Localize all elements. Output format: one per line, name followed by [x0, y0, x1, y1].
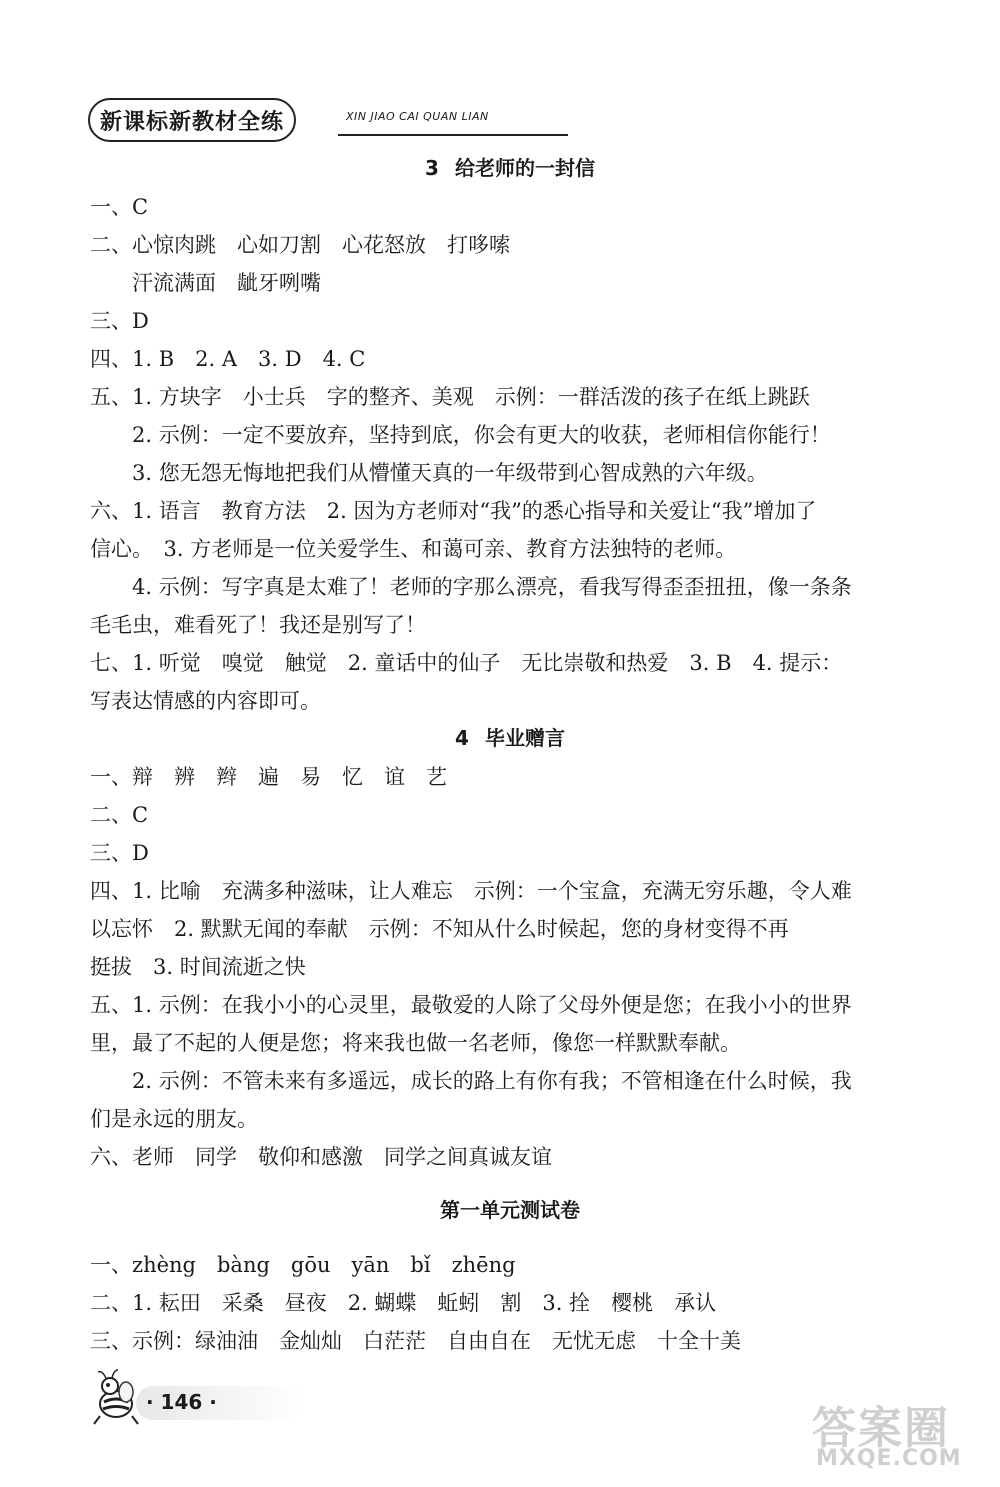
answer-line: 四、1. 比喻 充满多种滋味，让人难忘 示例：一个宝盒，充满无穷乐趣，令人难 [90, 879, 852, 903]
watermark-url: MXQE.COM [816, 1446, 962, 1471]
page-number: · 146 · [146, 1390, 217, 1414]
series-logo [88, 98, 296, 142]
answer-line: 毛毛虫，难看死了！我还是别写了！ [90, 613, 426, 637]
answer-line: 2. 示例：一定不要放弃，坚持到底，你会有更大的收获，老师相信你能行！ [132, 423, 831, 447]
section-title [90, 724, 930, 752]
answer-line: 三、D [90, 841, 149, 865]
section-title-text: 给老师的一封信 [454, 156, 595, 180]
answer-line: 二、1. 耘田 采桑 昼夜 2. 蝴蝶 蚯蚓 割 3. 拴 樱桃 承认 [90, 1291, 717, 1315]
header-rule [338, 134, 568, 136]
answer-line: 一、zhèng bàng gōu yān bǐ zhēng [90, 1253, 516, 1277]
answer-line: 写表达情感的内容即可。 [90, 689, 321, 713]
section-title [90, 1196, 930, 1224]
series-logo-text: 新课标新教材全练 [100, 109, 285, 135]
page-header [88, 96, 568, 146]
section-number: 4 [455, 726, 469, 750]
answer-line: 信心。 3. 方老师是一位关爱学生、和蔼可亲、教育方法独特的老师。 [90, 537, 737, 561]
section-title-text: 毕业赠言 [484, 726, 565, 750]
answer-line: 二、心惊肉跳 心如刀割 心花怒放 打哆嗦 [90, 233, 510, 257]
answer-line: 一、辩 辨 辫 遍 易 忆 谊 艺 [90, 765, 447, 789]
answer-line: 2. 示例：不管未来有多遥远，成长的路上有你有我；不管相逢在什么时候，我 [132, 1069, 852, 1093]
answer-line: 们是永远的朋友。 [90, 1107, 258, 1131]
answer-line: 4. 示例：写字真是太难了！老师的字那么漂亮，看我写得歪歪扭扭，像一条条 [132, 575, 852, 599]
answer-line: 五、1. 示例：在我小小的心灵里，最敬爱的人除了父母外便是您；在我小小的世界 [90, 993, 852, 1017]
section-title [90, 154, 930, 182]
site-watermark [812, 1392, 982, 1482]
answer-line: 挺拔 3. 时间流逝之快 [90, 955, 306, 979]
bee-mascot-icon [86, 1368, 146, 1428]
section-number: 3 [425, 156, 439, 180]
answer-line: 七、1. 听觉 嗅觉 触觉 2. 童话中的仙子 无比崇敬和热爱 3. B 4. 提示： [90, 651, 843, 675]
answer-line: 汗流满面 龇牙咧嘴 [132, 271, 321, 295]
answer-line: 五、1. 方块字 小士兵 字的整齐、美观 示例：一群活泼的孩子在纸上跳跃 [90, 385, 810, 409]
section-gap [90, 1230, 930, 1246]
answer-line: 六、1. 语言 教育方法 2. 因为方老师对“我”的悉心指导和关爱让“我”增加了 [90, 499, 817, 523]
section-title-text: 第一单元测试卷 [440, 1198, 580, 1222]
answer-line: 以忘怀 2. 默默无闻的奉献 示例：不知从什么时候起，您的身材变得不再 [90, 917, 789, 941]
answer-line: 里，最了不起的人便是您；将来我也做一名老师，像您一样默默奉献。 [90, 1031, 741, 1055]
header-subtitle: XIN JIAO CAI QUAN LIAN [346, 110, 489, 123]
answer-line: 三、D [90, 309, 149, 333]
answer-line: 二、C [90, 803, 149, 827]
page-footer [86, 1364, 266, 1434]
answer-line: 六、老师 同学 敬仰和感激 同学之间真诚友谊 [90, 1145, 552, 1169]
section-gap [90, 1176, 930, 1192]
watermark-logo: 答案圈 [812, 1403, 950, 1454]
answer-line: 四、1. B 2. A 3. D 4. C [90, 347, 366, 371]
answer-line: 三、示例：绿油油 金灿灿 白茫茫 自由自在 无忧无虑 十全十美 [90, 1329, 741, 1353]
answer-line: 一、C [90, 195, 149, 219]
answer-content [90, 150, 930, 1360]
answer-line: 3. 您无怨无悔地把我们从懵懂天真的一年级带到心智成熟的六年级。 [132, 461, 768, 485]
